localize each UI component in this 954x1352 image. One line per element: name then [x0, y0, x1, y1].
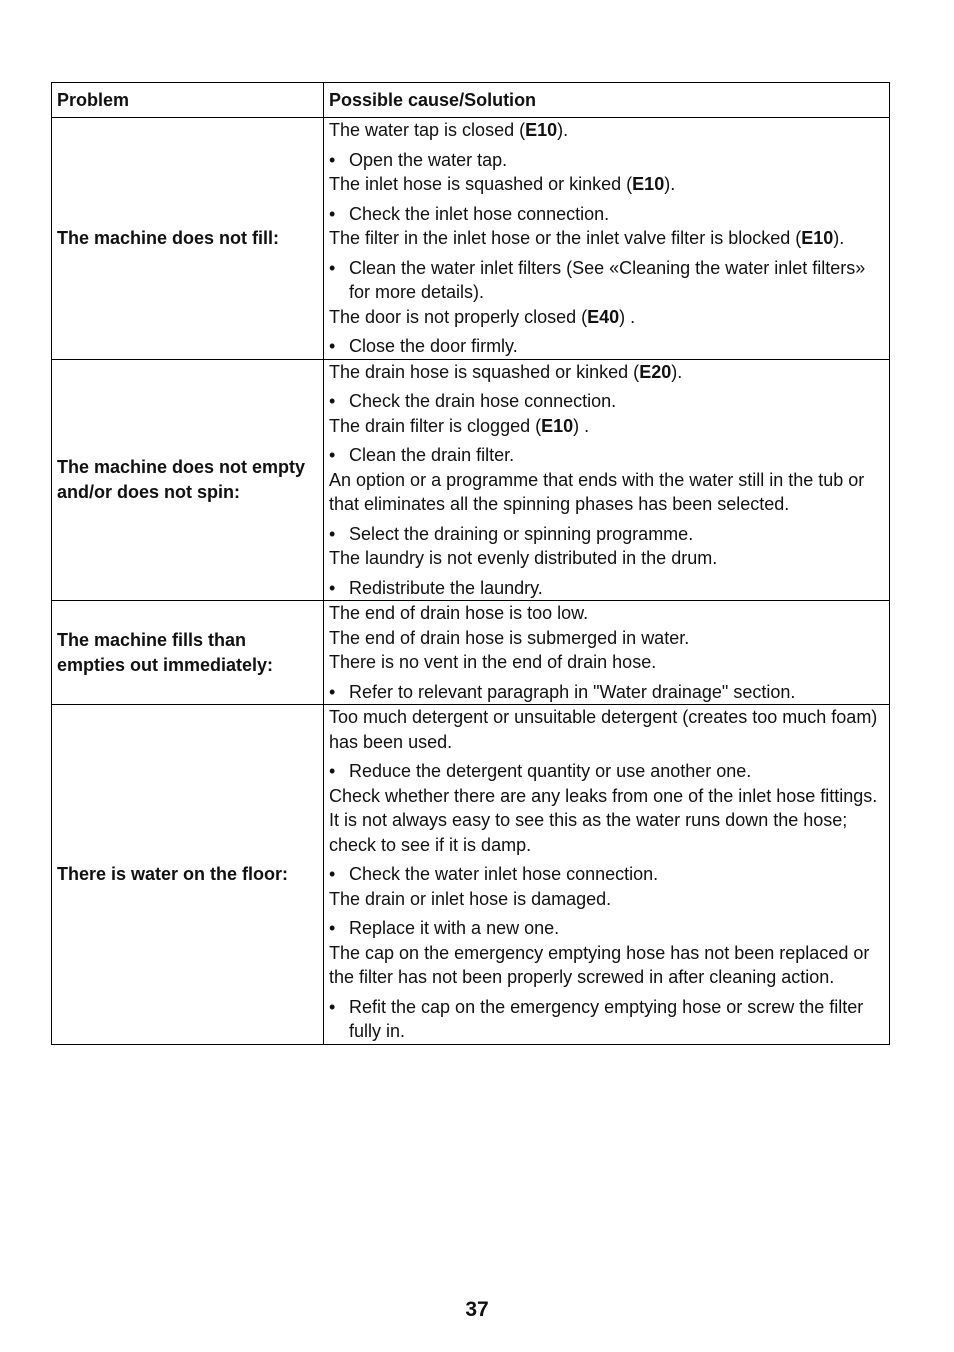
cause-text: An option or a programme that ends with the water still in the tub or that eliminates all the spinning phases has been selected.: [329, 469, 865, 514]
solution-cell: [324, 118, 890, 360]
cause-text: The water tap is closed (: [329, 120, 526, 140]
bullet-text: Refit the cap on the emergency emptying hose or screw the filter fully in.: [349, 996, 864, 1041]
bullet-icon: •: [329, 445, 336, 465]
bullet-text: Clean the drain filter.: [349, 445, 515, 465]
solution-bullet: [329, 148, 884, 173]
cause-text: The inlet hose is squashed or kinked (: [329, 174, 633, 194]
troubleshooting-table: [51, 82, 890, 1045]
cause-line: [329, 626, 884, 651]
page-number: 37: [465, 1298, 489, 1321]
cause-line: [329, 468, 884, 517]
bullet-text: Clean the water inlet filters (See «Cleaning the water inlet filters» for more details).: [349, 257, 866, 302]
problem-cell: The machine does not fill:: [52, 118, 324, 360]
cause-text: The drain hose is squashed or kinked (: [329, 361, 640, 382]
header-problem: Problem: [52, 83, 324, 118]
solution-bullet: [329, 522, 884, 547]
error-code: E10: [801, 228, 834, 248]
cause-text: The laundry is not evenly distributed in the drum.: [329, 548, 718, 568]
solution-cell: [324, 705, 890, 1045]
cause-line: [329, 414, 884, 439]
bullet-icon: •: [329, 864, 336, 884]
cause-line: [329, 118, 884, 143]
cause-line: [329, 172, 884, 197]
cause-line: [329, 705, 884, 754]
cause-line: [329, 784, 884, 858]
bullet-text: Select the draining or spinning programme.: [349, 523, 694, 544]
cause-line: [329, 305, 884, 330]
error-code: E10: [632, 174, 665, 194]
bullet-icon: •: [329, 257, 336, 278]
header-solution: Possible cause/Solution: [324, 83, 890, 118]
cause-line: [329, 360, 884, 385]
bullet-icon: •: [329, 149, 336, 170]
solution-bullet: [329, 862, 884, 887]
table-header-row: [52, 83, 890, 118]
table-row: [52, 705, 890, 1045]
solution-bullet: [329, 576, 884, 601]
solution-bullet: [329, 680, 884, 705]
cause-tail: ).: [671, 361, 683, 382]
cause-text: Too much detergent or unsuitable detergent (creates too much foam) has been used.: [329, 707, 878, 752]
cause-line: [329, 226, 884, 251]
table-row: [52, 359, 890, 601]
bullet-icon: •: [329, 577, 336, 598]
cause-tail: ).: [833, 228, 845, 248]
problem-cell: The machine does not empty and/or does not spin:: [52, 359, 324, 601]
bullet-icon: •: [329, 523, 336, 544]
solution-bullet: [329, 995, 884, 1044]
solution-bullet: [329, 443, 884, 468]
bullet-icon: •: [329, 681, 336, 702]
cause-tail: ) .: [619, 306, 636, 327]
solution-bullet: [329, 389, 884, 414]
cause-text: There is no vent in the end of drain hose.: [329, 652, 657, 672]
bullet-text: Check the water inlet hose connection.: [349, 864, 659, 884]
error-code: E10: [541, 415, 574, 436]
solution-bullet: [329, 202, 884, 227]
bullet-text: Refer to relevant paragraph in "Water drainage" section.: [349, 681, 796, 702]
solution-cell: [324, 601, 890, 705]
bullet-icon: •: [329, 336, 336, 356]
cause-text: The end of drain hose is submerged in water.: [329, 627, 690, 648]
cause-line: [329, 650, 884, 675]
bullet-icon: •: [329, 391, 336, 411]
cause-text: The drain filter is clogged (: [329, 415, 542, 436]
table-row: [52, 118, 890, 360]
cause-text: The drain or inlet hose is damaged.: [329, 888, 612, 909]
cause-text: The cap on the emergency emptying hose has not been replaced or the filter has not been properly screwed in after cleaning action.: [329, 942, 870, 987]
cause-text: The filter in the inlet hose or the inlet valve filter is blocked (: [329, 228, 802, 248]
bullet-icon: •: [329, 761, 336, 781]
cause-text: Check whether there are any leaks from one of the inlet hose fittings. It is not always easy to see this as the water runs down the hose; check to see if it is damp.: [329, 785, 878, 855]
problem-cell: The machine fills than empties out immediately:: [52, 601, 324, 705]
cause-tail: ).: [664, 174, 676, 194]
bullet-icon: •: [329, 203, 336, 224]
bullet-text: Redistribute the laundry.: [349, 577, 543, 598]
bullet-text: Open the water tap.: [349, 149, 508, 170]
cause-text: The door is not properly closed (: [329, 306, 588, 327]
problem-cell: There is water on the floor:: [52, 705, 324, 1045]
cause-line: [329, 546, 884, 571]
bullet-text: Close the door firmly.: [349, 336, 518, 356]
cause-line: [329, 887, 884, 912]
cause-line: [329, 601, 884, 626]
solution-cell: [324, 359, 890, 601]
bullet-icon: •: [329, 996, 336, 1017]
error-code: E10: [525, 120, 558, 140]
error-code: E40: [587, 306, 620, 327]
solution-bullet: [329, 334, 884, 359]
cause-text: The end of drain hose is too low.: [329, 603, 589, 623]
bullet-icon: •: [329, 918, 336, 938]
solution-bullet: [329, 916, 884, 941]
table-row: [52, 601, 890, 705]
cause-tail: ).: [557, 120, 569, 140]
error-code: E20: [639, 361, 672, 382]
cause-tail: ) .: [573, 415, 590, 436]
bullet-text: Replace it with a new one.: [349, 918, 560, 938]
solution-bullet: [329, 256, 884, 305]
bullet-text: Check the drain hose connection.: [349, 391, 617, 411]
bullet-text: Reduce the detergent quantity or use another one.: [349, 761, 752, 781]
cause-line: [329, 941, 884, 990]
bullet-text: Check the inlet hose connection.: [349, 203, 610, 224]
solution-bullet: [329, 759, 884, 784]
